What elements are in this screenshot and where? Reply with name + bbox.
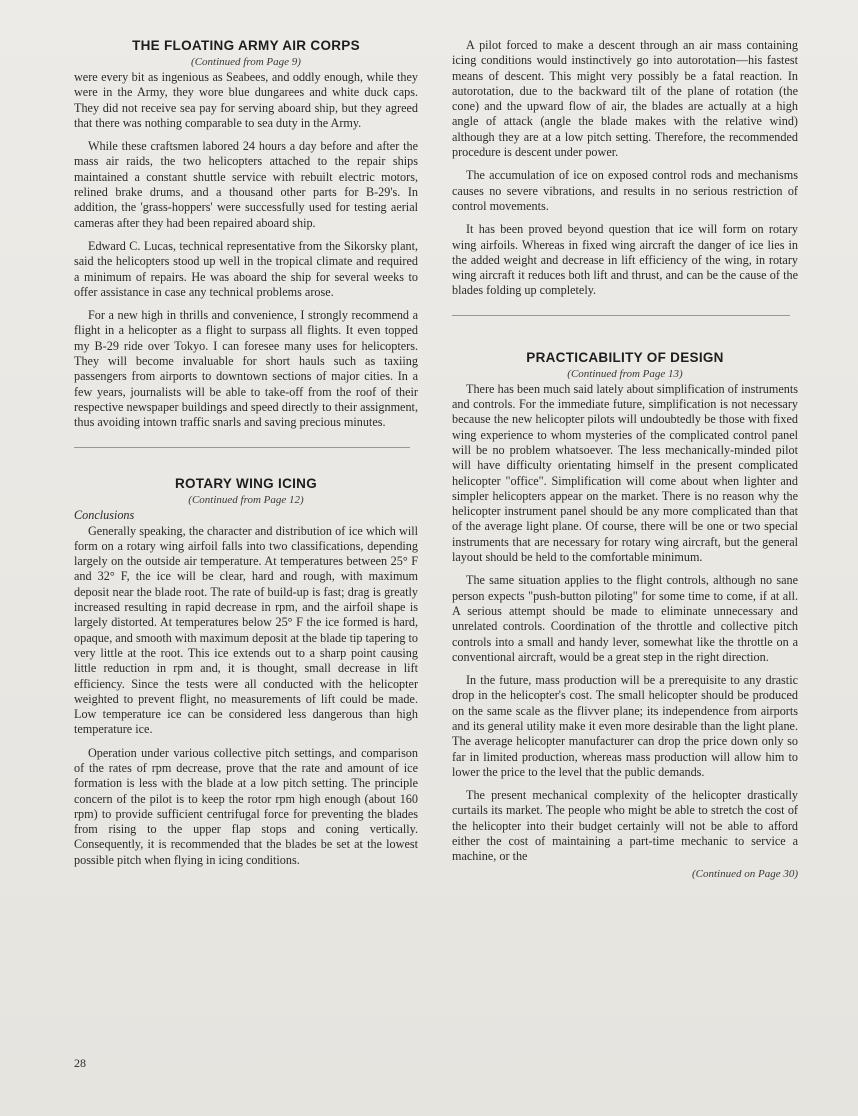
left-column	[74, 38, 418, 876]
continued-note: (Continued from Page 9)	[191, 56, 301, 68]
right-column	[452, 38, 798, 880]
article-title-rotary-wing-icing: ROTARY WING ICING	[174, 475, 318, 491]
paragraph: Operation under various collective pitch settings, and comparison of the rates of rpm decrease, prove that the rate and amount of ice formation is less with the blade at a low pitch setting. The principle concern of the pilot is to keep the rotor rpm high enough (about 160 rpm) to provide sufficient centrifugal force for preventing the blades from rising to the upper flap stops and coning vertically. Consequently, it is recommended that the blades be set at the lowest possible pitch when flying in icing conditions.	[74, 745, 418, 867]
continued-note: (Continued from Page 12)	[188, 493, 304, 506]
paragraph: were every bit as ingenious as Seabees, and oddly enough, while they were in the Army, they wore blue dungarees and white duck caps. They did not receive sea pay for serving aboard ship, but they agreed that there was nothing comparable to sea duty in the Army.	[74, 70, 418, 130]
continued-note: (Continued from Page 13)	[567, 367, 683, 380]
paragraph: The accumulation of ice on exposed control rods and mechanisms causes no severe vibrations, and results in no serious restriction of control movements.	[452, 168, 798, 213]
paragraph: It has been proved beyond question that ice will form on rotary wing airfoils. Whereas in fixed wing aircraft the danger of ice lies in the added weight and decrease in lift efficiency of the wing, in rotary wing aircraft it reduces both lift and thrust, and can be the cause of the blades folding up completely.	[452, 222, 798, 298]
paragraph: There has been much said lately about simplification of instruments and controls. For the immediate future, simplification is not necessary because the new helicopter pilots will undoubtedly be those with fixed wing experience to whom mysteries of the complicated control panel will be no problem whatsoever. The less mechanically-minded pilot will have difficulty orientating himself in the present complicated helicopter "office". Simplification will come about when lighter and simpler helicopters appear on the market. There is no reason why the helicopter instrument panel should be any more complicated than that of the average light plane. Of course, there will be one or two special instruments that are necessary for rotary wing aircraft, but the general layout should be held to the comfortable minimum.	[452, 381, 798, 565]
article-title-floating-army: THE FLOATING ARMY AIR CORPS	[132, 38, 360, 53]
article-title-practicability: PRACTICABILITY OF DESIGN	[526, 349, 724, 365]
paragraph: While these craftsmen labored 24 hours a day before and after the mass air raids, the two helicopters attached to the repair ships maintained a constant shuttle service with rebuilt electric motors, relined brake drums, and a thousand other parts for B-29's. In addition, the 'grass-hoppers' were successfully used for testing aerial cameras after they had been repaired aboard ship.	[74, 139, 418, 230]
paragraph: The present mechanical complexity of the helicopter drastically curtails its market. The people who might be able to stretch the cost of the helicopter into their budget certainly will not be able to afford either the cost of maintaining a part-time mechanic to service a machine, or the	[452, 788, 798, 864]
section-subhead: Conclusions	[74, 507, 135, 522]
paragraph: For a new high in thrills and convenience, I strongly recommend a flight in a helicopter as a flight to surpass all flights. It even topped my B-29 ride over Tokyo. I can foresee many uses for helicopters. They will become invaluable for short hauls such as taxiing passengers from airports to downtown sections of major cities. In a few years, journalists will be able to take-off from the roof of their respective newspaper buildings and speed directly to their assignment, thus avoiding intown traffic snarls and saving precious minutes.	[74, 308, 418, 430]
paragraph: In the future, mass production will be a prerequisite to any drastic drop in the helicopter's cost. The small helicopter should be produced on the same scale as the flivver plane; its independence from airports and its general utility make it even more desirable than the light plane. The average helicopter manufacturer can drop the price down only so far in limited production, whereas mass production will allow him to lower the price to the level that the public demands.	[452, 673, 798, 779]
paragraph: A pilot forced to make a descent through an air mass containing icing conditions would instinctively go into autorotation—his fastest means of descent. This might very possibly be a fatal reaction. In autorotation, due to the backward tilt of the plane of rotation (the cone) and the upward flow of air, the blades are actually at a high angle of attack (angle the blade makes with the relative wind) although they are at a low pitch setting. Therefore, the recommended procedure is descent under power.	[452, 38, 798, 160]
paragraph: The same situation applies to the flight controls, although no sane person expects "push-button piloting" for some time to come, if at all. A serious attempt should be made to eliminate unnecessary and unrelated controls. Coordination of the throttle and collective pitch controls into a small and handy lever, somewhat like the throttle on a conventional aircraft, would be a great step in the right direction.	[452, 573, 798, 664]
continued-on-note: (Continued on Page 30)	[691, 867, 798, 880]
paragraph: Edward C. Lucas, technical representative from the Sikorsky plant, said the helicopters stood up well in the tropical climate and required a minimum of repairs. He was aboard the ship for several weeks to offer assistance in case any technical problems arose.	[74, 238, 418, 299]
paragraph: Generally speaking, the character and distribution of ice which will form on a rotary wing airfoil falls into two classifications, depending largely on the outside air temperature. At temperatures between 25° F and 32° F, the ice will be clear, hard and rough, with maximum deposit near the blade root. The rate of build-up is fast; drag is greatly increased resulting in rapid decrease in rpm, and the airfoil shape is largely distorted. At temperatures below 25° F the ice formed is hard, opaque, and smooth with maximum deposit at the blade tip tapering to very little at the root. This ice extends out to a sharp point causing little reduction in rpm and, it is thought, small decrease in lift efficiency. Since the tests were all conducted with the helicopter weighted to prevent flight, no measurements of lift could be made. Low temperature ice can be considered less dangerous than high temperature ice.	[74, 523, 418, 737]
page-number: 28	[74, 1056, 86, 1070]
